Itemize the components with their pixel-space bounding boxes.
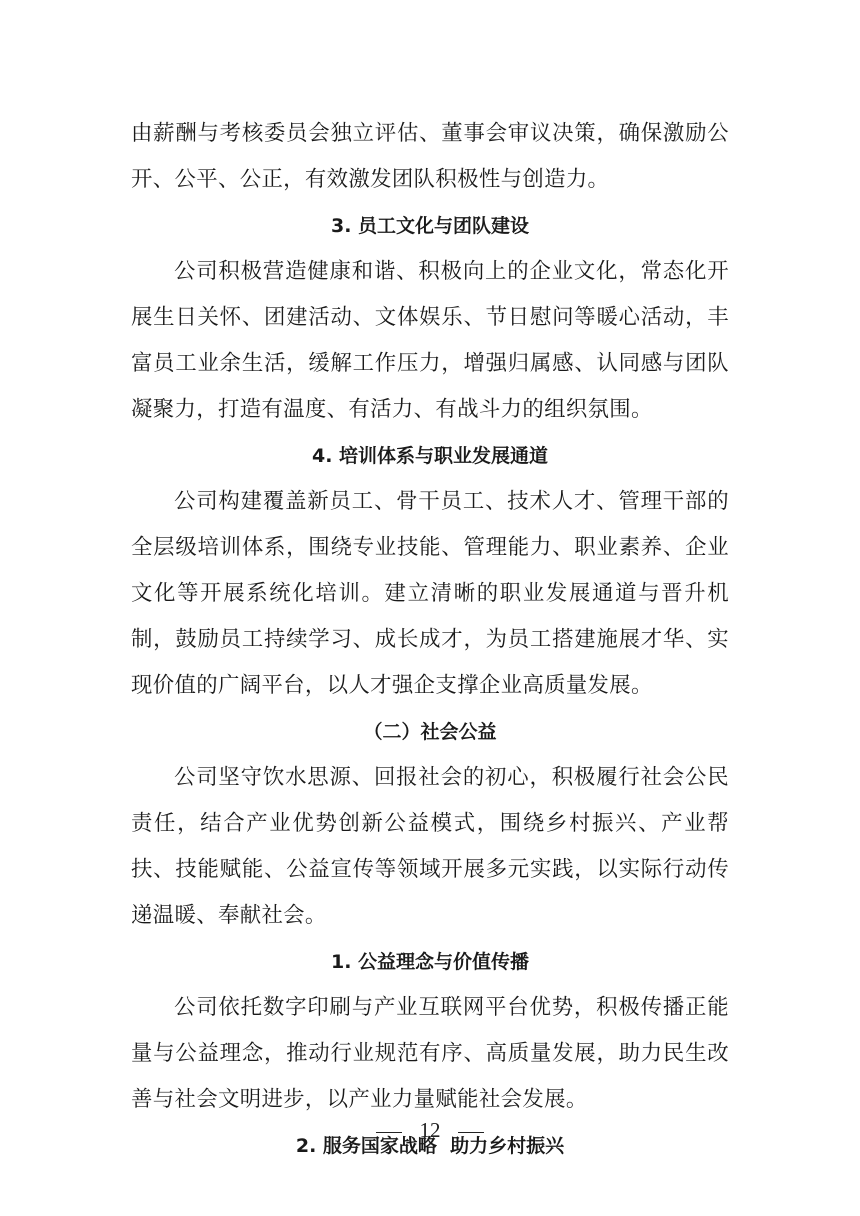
paragraph-incentive-continued: 由薪酬与考核委员会独立评估、董事会审议决策，确保激励公开、公平、公正，有效激发团队积极性与创造力。 bbox=[131, 121, 729, 192]
footer-dash-left bbox=[376, 1132, 402, 1133]
paragraph-welfare-philosophy: 公司依托数字印刷与产业互联网平台优势，积极传播正能量与公益理念，推动行业规范有序、高质量发展，助力民生改善与社会文明进步，以产业力量赋能社会发展。 bbox=[131, 995, 729, 1112]
heading-welfare-philosophy: 1. 公益理念与价值传播 bbox=[330, 951, 530, 973]
paragraph-social-welfare: 公司坚守饮水思源、回报社会的初心，积极履行社会公民责任，结合产业优势创新公益模式，围绕乡村振兴、产业帮扶、技能赋能、公益宣传等领域开展多元实践，以实际行动传递温暖、奉献社会。 bbox=[131, 765, 729, 928]
paragraph-employee-culture: 公司积极营造健康和谐、积极向上的企业文化，常态化开展生日关怀、团建活动、文体娱乐、节日慰问等暖心活动，丰富员工业余生活，缓解工作压力，增强归属感、认同感与团队凝聚力，打造有温度、有活力、有战斗力的组织氛围。 bbox=[131, 259, 729, 422]
heading-social-welfare: （二）社会公益 bbox=[363, 721, 497, 743]
footer-dash-right bbox=[458, 1132, 484, 1133]
heading-employee-culture: 3. 员工文化与团队建设 bbox=[330, 215, 530, 237]
heading-rural-revitalization: 2. 服务国家战略 助力乡村振兴 bbox=[295, 1135, 565, 1157]
paragraph-training-system: 公司构建覆盖新员工、骨干员工、技术人才、管理干部的全层级培训体系，围绕专业技能、管理能力、职业素养、企业文化等开展系统化培训。建立清晰的职业发展通道与晋升机制，鼓励员工持续学习、成长成才，为员工搭建施展才华、实现价值的广阔平台，以人才强企支撑企业高质量发展。 bbox=[131, 489, 729, 698]
page-number: 12 bbox=[419, 1118, 441, 1142]
heading-training-system: 4. 培训体系与职业发展通道 bbox=[311, 445, 549, 467]
page-body bbox=[131, 111, 729, 1169]
page-footer bbox=[0, 1118, 860, 1143]
